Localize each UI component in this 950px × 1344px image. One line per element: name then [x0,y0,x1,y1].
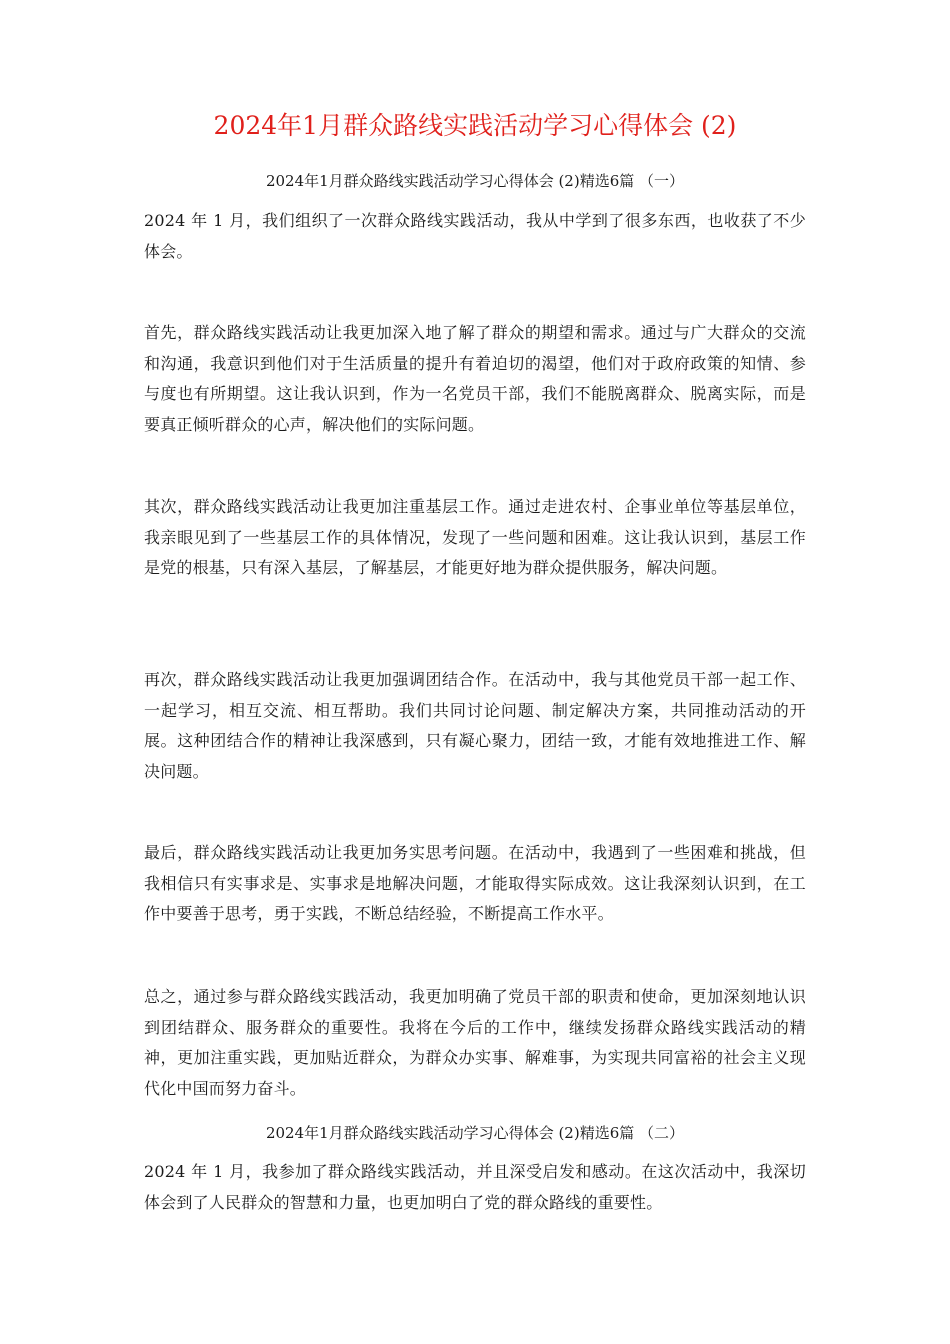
paragraph: 2024 年 1 月，我参加了群众路线实践活动，并且深受启发和感动。在这次活动中，我深切体会到了人民群众的智慧和力量，也更加明白了党的群众路线的重要性。 [144,1162,806,1212]
document-title: 2024年1月群众路线实践活动学习心得体会 (2) [213,111,737,140]
paragraph: 2024 年 1 月，我们组织了一次群众路线实践活动，我从中学到了很多东西，也收获了不少体会。 [144,211,806,261]
section-heading-2: 2024年1月群众路线实践活动学习心得体会 (2)精选6篇 （二） [265,1124,685,1142]
paragraph: 其次，群众路线实践活动让我更加注重基层工作。通过走进农村、企事业单位等基层单位，我亲眼见到了一些基层工作的具体情况，发现了一些问题和困难。这让我认识到，基层工作是党的根基，只有深入基层，了解基层，才能更好地为群众提供服务，解决问题。 [144,497,806,577]
paragraph: 最后，群众路线实践活动让我更加务实思考问题。在活动中，我遇到了一些困难和挑战，但我相信只有实事求是、实事求是地解决问题，才能取得实际成效。这让我深刻认识到，在工作中要善于思考，勇于实践，不断总结经验，不断提高工作水平。 [144,843,806,923]
paragraph: 总之，通过参与群众路线实践活动，我更加明确了党员干部的职责和使命，更加深刻地认识到团结群众、服务群众的重要性。我将在今后的工作中，继续发扬群众路线实践活动的精神，更加注重实践，更加贴近群众，为群众办实事、解难事，为实现共同富裕的社会主义现代化中国而努力奋斗。 [144,987,806,1098]
paragraph: 再次，群众路线实践活动让我更加强调团结合作。在活动中，我与其他党员干部一起工作、一起学习，相互交流、相互帮助。我们共同讨论问题、制定解决方案，共同推动活动的开展。这种团结合作的精神让我深感到，只有凝心聚力，团结一致，才能有效地推进工作、解决问题。 [144,670,806,781]
paragraph: 首先，群众路线实践活动让我更加深入地了解了群众的期望和需求。通过与广大群众的交流和沟通，我意识到他们对于生活质量的提升有着迫切的渴望，他们对于政府政策的知情、参与度也有所期望。这让我认识到，作为一名党员干部，我们不能脱离群众、脱离实际，而是要真正倾听群众的心声，解决他们的实际问题。 [144,323,806,434]
section-heading-1: 2024年1月群众路线实践活动学习心得体会 (2)精选6篇 （一） [265,172,685,190]
